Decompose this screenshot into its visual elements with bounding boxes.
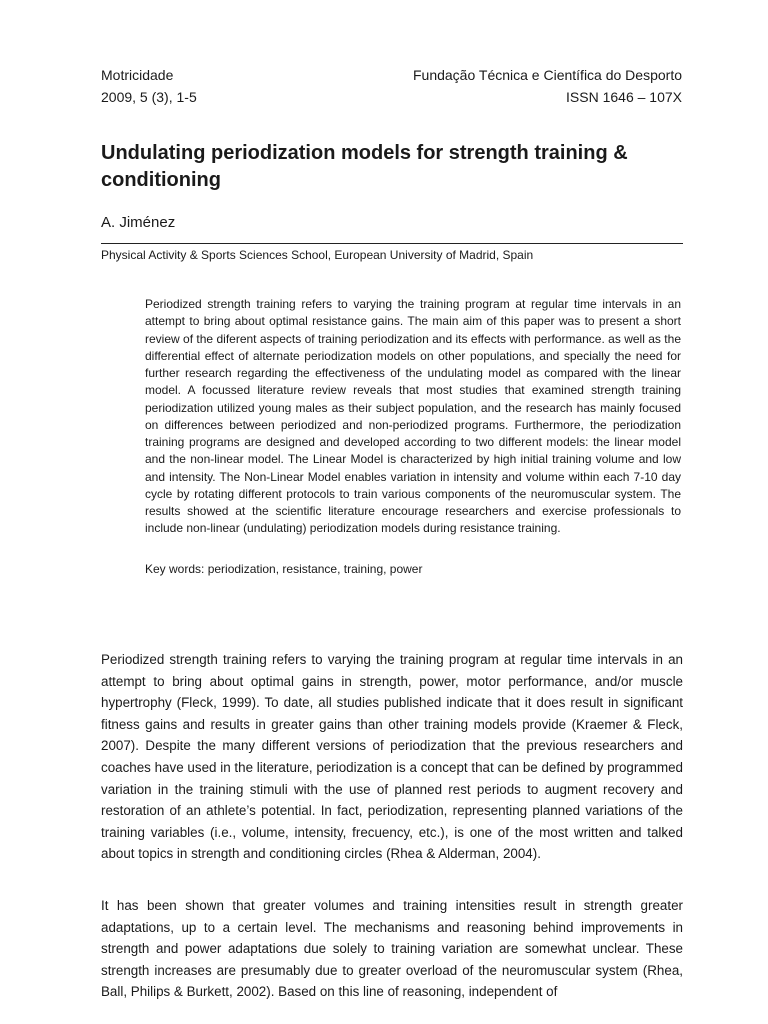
body-paragraph-1: Periodized strength training refers to varying the training program at regular time intervals in an attempt to bring about optimal gains in strength, power, motor performance, and/or muscle hypertrophy (Fleck, 1999). To date, all studies published indicate that it does result in significant fitness gains and results in greater gains than other training models provide (Kraemer & Fleck, 2007). Despite the many different versions of periodization that the previous researchers and coaches have used in the literature, periodization is a concept that can be defined by programmed variation in the training stimuli with the use of planned rest periods to augment recovery and restoration of an athlete’s potential. In fact, periodization, representing planned variations of the training variables (i.e., volume, intensity, frecuency, etc.), is one of the most written and talked about topics in strength and conditioning circles (Rhea & Alderman, 2004). — [101, 652, 683, 862]
publisher-header — [413, 64, 682, 108]
publisher-name: Fundação Técnica e Científica do Desporto — [412, 67, 682, 83]
journal-header — [101, 64, 197, 108]
volume-info: 2009, 5 (3), 1-5 — [101, 89, 197, 105]
journal-name: Motricidade — [101, 67, 174, 83]
author-affiliation: Physical Activity & Sports Sciences School, European University of Madrid, Spain — [101, 248, 534, 262]
title-divider — [101, 243, 683, 244]
keywords: Key words: periodization, resistance, training, power — [145, 562, 423, 576]
body-paragraph-2: It has been shown that greater volumes and training intensities result in strength greater adaptations, up to a certain level. The mechanisms and reasoning behind improvements in strength and power adaptations due solely to training variation are somewhat unclear. These strength increases are presumably due to greater overload of the neuromuscular system (Rhea, Ball, Philips & Burkett, 2002). Based on this line of reasoning, independent of — [101, 898, 683, 1000]
issn: ISSN 1646 – 107X — [566, 89, 682, 105]
author-name: A. Jiménez — [101, 214, 176, 231]
article-title: Undulating periodization models for strength training & conditioning — [101, 142, 628, 191]
abstract: Periodized strength training refers to varying the training program at regular time intervals in an attempt to bring about optimal resistance gains. The main aim of this paper was to present a short review of the diferent aspects of training periodization and its effects with performance. as well as the differential effect of alternate periodization models on other populations, and specially the need for further research regarding the effectiveness of the undulating model as compared with the linear model. A focussed literature review reveals that most studies that examined strength training periodization utilized young males as their subject population, and the research has mainly focused on differences between periodized and non-periodized programs. Furthermore, the periodization training programs are designed and developed according to two different models: the linear model and the non-linear model. The Linear Model is characterized by high initial training volume and low and intensity. The Non-Linear Model enables variation in intensity and volume within each 7-10 day cycle by rotating different protocols to train various components of the neuromuscular system. The results showed at the scientific literature encourage researchers and exercise professionals to include non-linear (undulating) periodization models during resistance training. — [145, 297, 681, 536]
